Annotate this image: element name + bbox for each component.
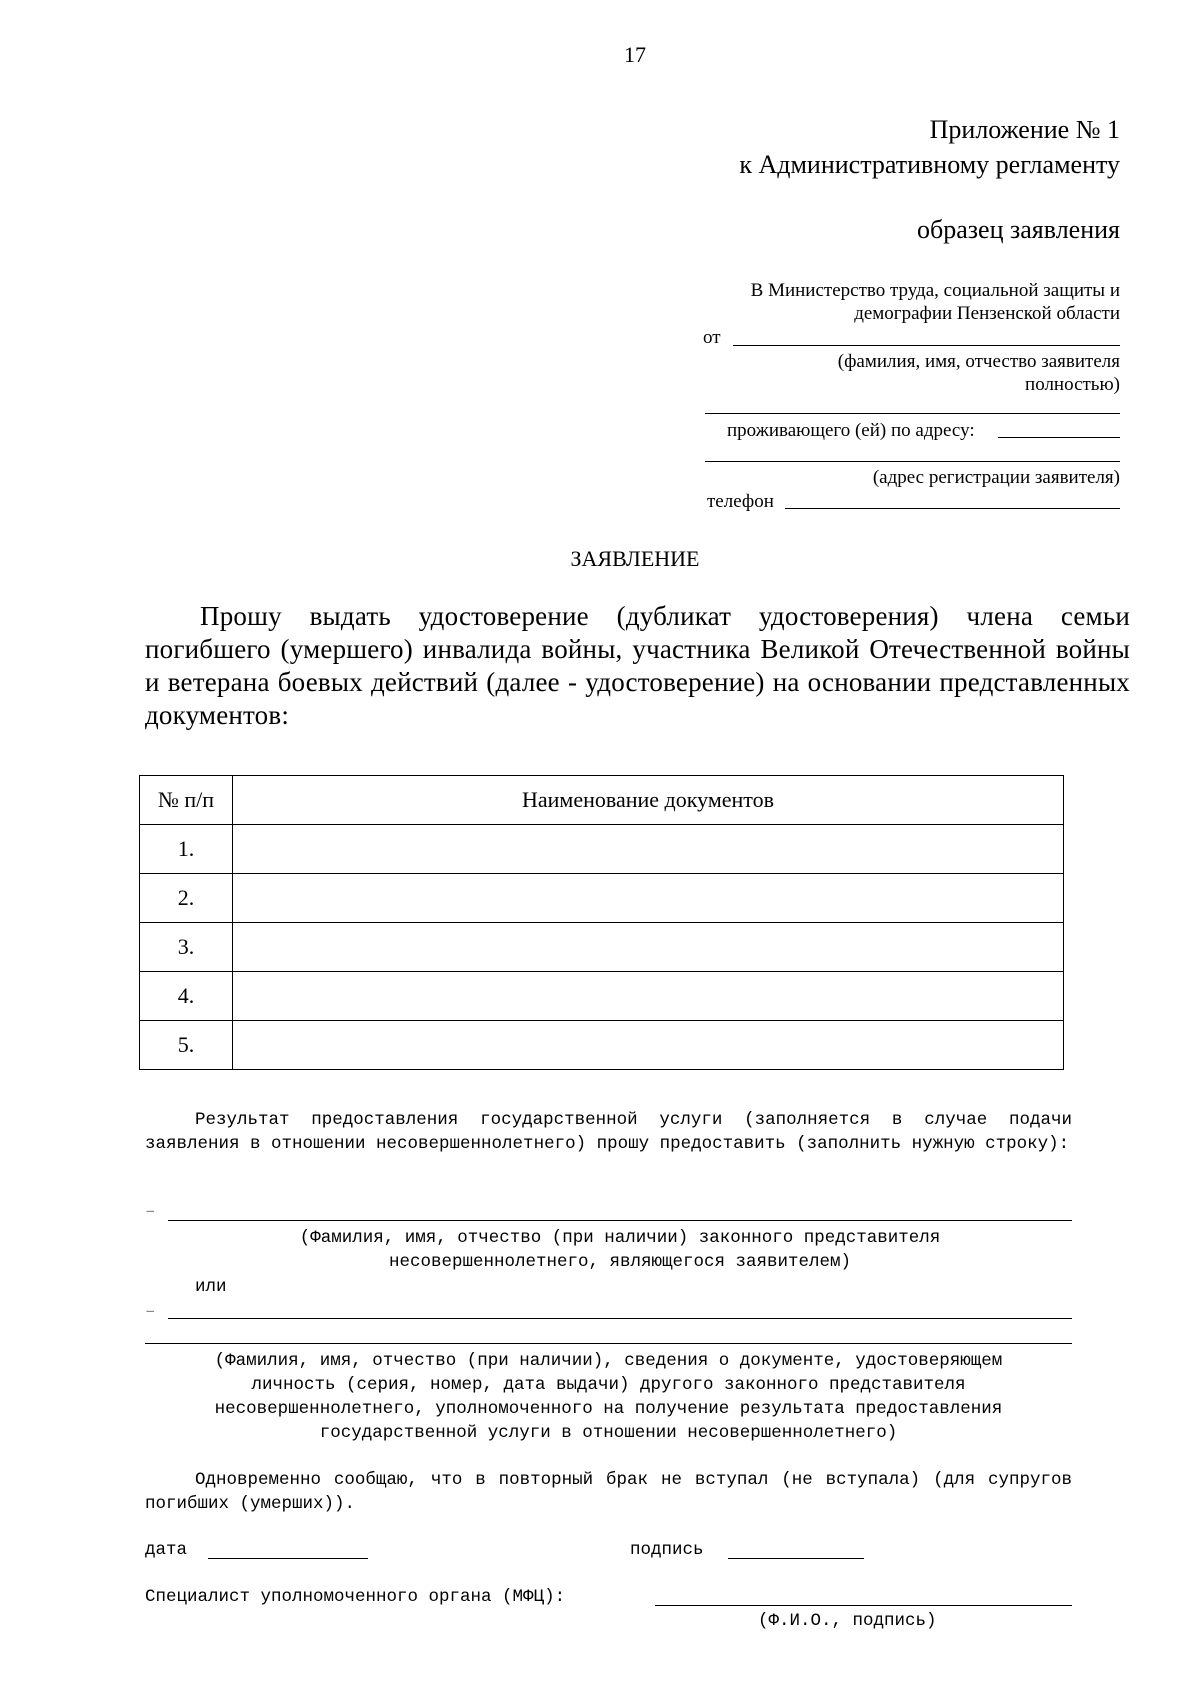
specialist-field-line[interactable] [655,1605,1072,1606]
date-label: дата [145,1540,188,1560]
from-name-field-line[interactable] [733,345,1120,346]
other-representative-field-line[interactable] [168,1318,1072,1319]
table-row [140,874,1064,923]
declaration-text: Одновременно сообщаю, что в повторный брак не вступал (не вступала) (для супругов погибших (умерших)). [145,1470,1072,1514]
documents-table [139,775,1064,1070]
page-number: 17 [624,42,646,67]
row-num: 5. [140,1021,233,1070]
result-dash-1: – [145,1202,156,1222]
statement-title: ЗАЯВЛЕНИЕ [570,546,700,571]
result-paragraph: Результат предоставления государственной услуги (заполняется в случае подачи заявления в отношении несовершеннолетнего) прошу предоставить (заполнить нужную строку): [145,1110,1072,1154]
from-label: от [703,327,721,348]
row-num: 2. [140,874,233,923]
result-note2-line1: (Фамилия, имя, отчество (при наличии), сведения о документе, удостоверяющем [214,1351,1003,1371]
other-representative-continuation-line[interactable] [145,1343,1072,1344]
table-row [140,972,1064,1021]
result-note2-line4: государственной услуги в отношении несовершеннолетнего) [319,1423,898,1443]
specialist-label: Специалист уполномоченного органа (МФЦ): [145,1587,566,1607]
legal-representative-field-line[interactable] [168,1220,1072,1221]
row-doc-name-cell[interactable] [233,825,1064,874]
result-note1-line1: (Фамилия, имя, отчество (при наличии) законного представителя [299,1228,941,1248]
recipient-ministry-line1: В Министерство труда, социальной защиты и [750,280,1120,301]
row-doc-name-cell[interactable] [233,1021,1064,1070]
address-label: проживающего (ей) по адресу: [727,420,975,441]
phone-field-line[interactable] [785,508,1120,509]
appendix-title: Приложение № 1 [929,115,1120,144]
result-note2-line2: личность (серия, номер, дата выдачи) другого законного представителя [251,1375,966,1395]
row-doc-name-cell[interactable] [233,972,1064,1021]
table-row [140,923,1064,972]
appendix-reference: к Административному регламенту [739,150,1120,179]
address-continuation-line[interactable] [705,461,1120,462]
table-row [140,825,1064,874]
address-note: (адрес регистрации заявителя) [872,467,1120,488]
phone-label: телефон [707,491,774,512]
sample-label: образец заявления [917,215,1120,244]
header-name: Наименование документов [233,776,1064,825]
table-header-row [140,776,1064,825]
result-note2-line3: несовершеннолетнего, уполномоченного на получение результата предоставления [214,1399,1003,1419]
row-doc-name-cell[interactable] [233,874,1064,923]
fio-note-line2: полностью) [1025,374,1120,395]
result-dash-2: – [145,1302,156,1322]
name-continuation-line[interactable] [705,413,1120,414]
fio-sign-note: (Ф.И.О., подпись) [758,1611,937,1631]
address-field-line[interactable] [998,437,1120,438]
header-num: № п/п [140,776,233,825]
statement-body: Прошу выдать удостоверение (дубликат удостоверения) члена семьи погибшего (умершего) инвалида войны, участника Великой Отечественной войны и ветерана боевых действий (далее - удостоверение) на основании представленных документов: [145,601,1130,730]
row-doc-name-cell[interactable] [233,923,1064,972]
row-num: 1. [140,825,233,874]
sign-label: подпись [630,1540,704,1560]
row-num: 4. [140,972,233,1021]
result-note1-line2: несовершеннолетнего, являющегося заявителем) [388,1252,852,1272]
recipient-ministry-line2: демографии Пензенской области [854,303,1120,324]
signature-field-line[interactable] [728,1558,864,1559]
table-row [140,1021,1064,1070]
fio-note-line1: (фамилия, имя, отчество заявителя [837,351,1120,372]
row-num: 3. [140,923,233,972]
date-field-line[interactable] [208,1558,368,1559]
result-or: или [195,1277,227,1297]
